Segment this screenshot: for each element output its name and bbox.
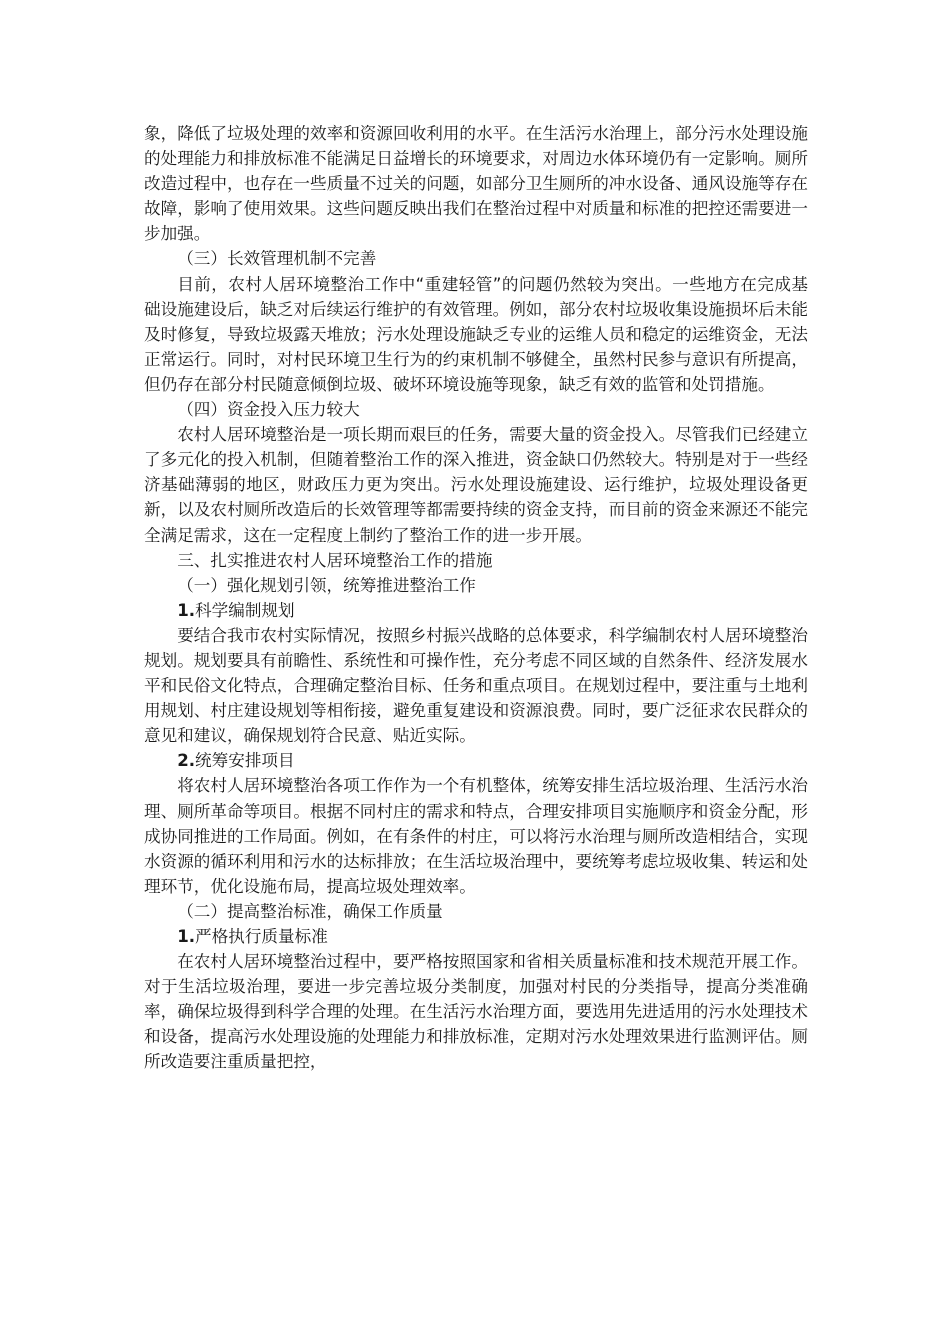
- subheading-planning-guidance: （一）强化规划引领，统筹推进整治工作: [177, 575, 476, 595]
- numbered-item-quality-execution: [144, 924, 808, 949]
- item-number: 1.: [177, 927, 196, 946]
- document-page: [144, 121, 808, 1075]
- item-title: 科学编制规划: [195, 600, 295, 620]
- item-title: 统筹安排项目: [195, 751, 295, 771]
- paragraph-management-issues: 目前，农村人居环境整治工作中“重建轻管”的问题仍然较为突出。一些地方在完成基础设施建设后，缺乏对后续运行维护的有效管理。例如，部分农村垃圾收集设施损坏后未能及时修复，导致垃圾露天堆放；污水处理设施缺乏专业的运维人员和稳定的运维资金，无法正常运行。同时，对村民环境卫生行为的约束机制不够健全，虽然村民参与意识有所提高，但仍存在部分村民随意倾倒垃圾、破坏环境设施等现象，缺乏有效的监管和处罚措施。: [144, 274, 808, 394]
- subheading-quality-standards: （二）提高整治标准，确保工作质量: [177, 901, 443, 921]
- subheading-long-term-management: （三）长效管理机制不完善: [177, 249, 377, 269]
- item-number: 1.: [177, 600, 196, 620]
- subheading-funding-pressure: （四）资金投入压力较大: [177, 400, 360, 420]
- paragraph-quality-details: 在农村人居环境整治过程中，要严格按照国家和省相关质量标准和技术规范开展工作。对于生活垃圾治理，要进一步完善垃圾分类制度，加强对村民的分类指导，提高分类准确率，确保垃圾得到科学合理的处理。在生活污水治理方面，要选用先进适用的污水处理技术和设备，提高污水处理设施的处理能力和排放标准，定期对污水处理效果进行监测评估。厕所改造要注重质量把控，: [144, 952, 808, 1072]
- item-number: 2.: [177, 751, 196, 771]
- paragraph-body-continuation: 象，降低了垃圾处理的效率和资源回收利用的水平。在生活污水治理上，部分污水处理设施的处理能力和排放标准不能满足日益增长的环境要求，对周边水体环境仍有一定影响。厕所改造过程中，也存在一些质量不过关的问题，如部分卫生厕所的冲水设备、通风设施等存在故障，影响了使用效果。这些问题反映出我们在整治过程中对质量和标准的把控还需要进一步加强。: [144, 124, 808, 244]
- numbered-item-project-arrangement: [144, 748, 808, 773]
- paragraph-project-details: 将农村人居环境整治各项工作作为一个有机整体，统筹安排生活垃圾治理、生活污水治理、厕所革命等项目。根据不同村庄的需求和特点，合理安排项目实施顺序和资金分配，形成协同推进的工作局面。例如，在有条件的村庄，可以将污水治理与厕所改造相结合，实现水资源的循环利用和污水的达标排放；在生活垃圾治理中，要统筹考虑垃圾收集、转运和处理环节，优化设施布局，提高垃圾处理效率。: [144, 776, 808, 896]
- section-heading-measures: 三、扎实推进农村人居环境整治工作的措施: [177, 550, 493, 570]
- item-title: 严格执行质量标准: [195, 927, 328, 946]
- paragraph-planning-details: 要结合我市农村实际情况，按照乡村振兴战略的总体要求，科学编制农村人居环境整治规划。规划要具有前瞻性、系统性和可操作性，充分考虑不同区域的自然条件、经济发展水平和民俗文化特点，合理确定整治目标、任务和重点项目。在规划过程中，要注重与土地利用规划、村庄建设规划等相衔接，避免重复建设和资源浪费。同时，要广泛征求农民群众的意见和建议，确保规划符合民意、贴近实际。: [144, 625, 808, 746]
- paragraph-funding-issues: 农村人居环境整治是一项长期而艰巨的任务，需要大量的资金投入。尽管我们已经建立了多元化的投入机制，但随着整治工作的深入推进，资金缺口仍然较大。特别是对于一些经济基础薄弱的地区，财政压力更为突出。污水处理设施建设、运行维护，垃圾处理设备更新，以及农村厕所改造后的长效管理等都需要持续的资金支持，而目前的资金来源还不能完全满足需求，这在一定程度上制约了整治工作的进一步开展。: [144, 425, 808, 545]
- numbered-item-scientific-planning: [144, 598, 808, 623]
